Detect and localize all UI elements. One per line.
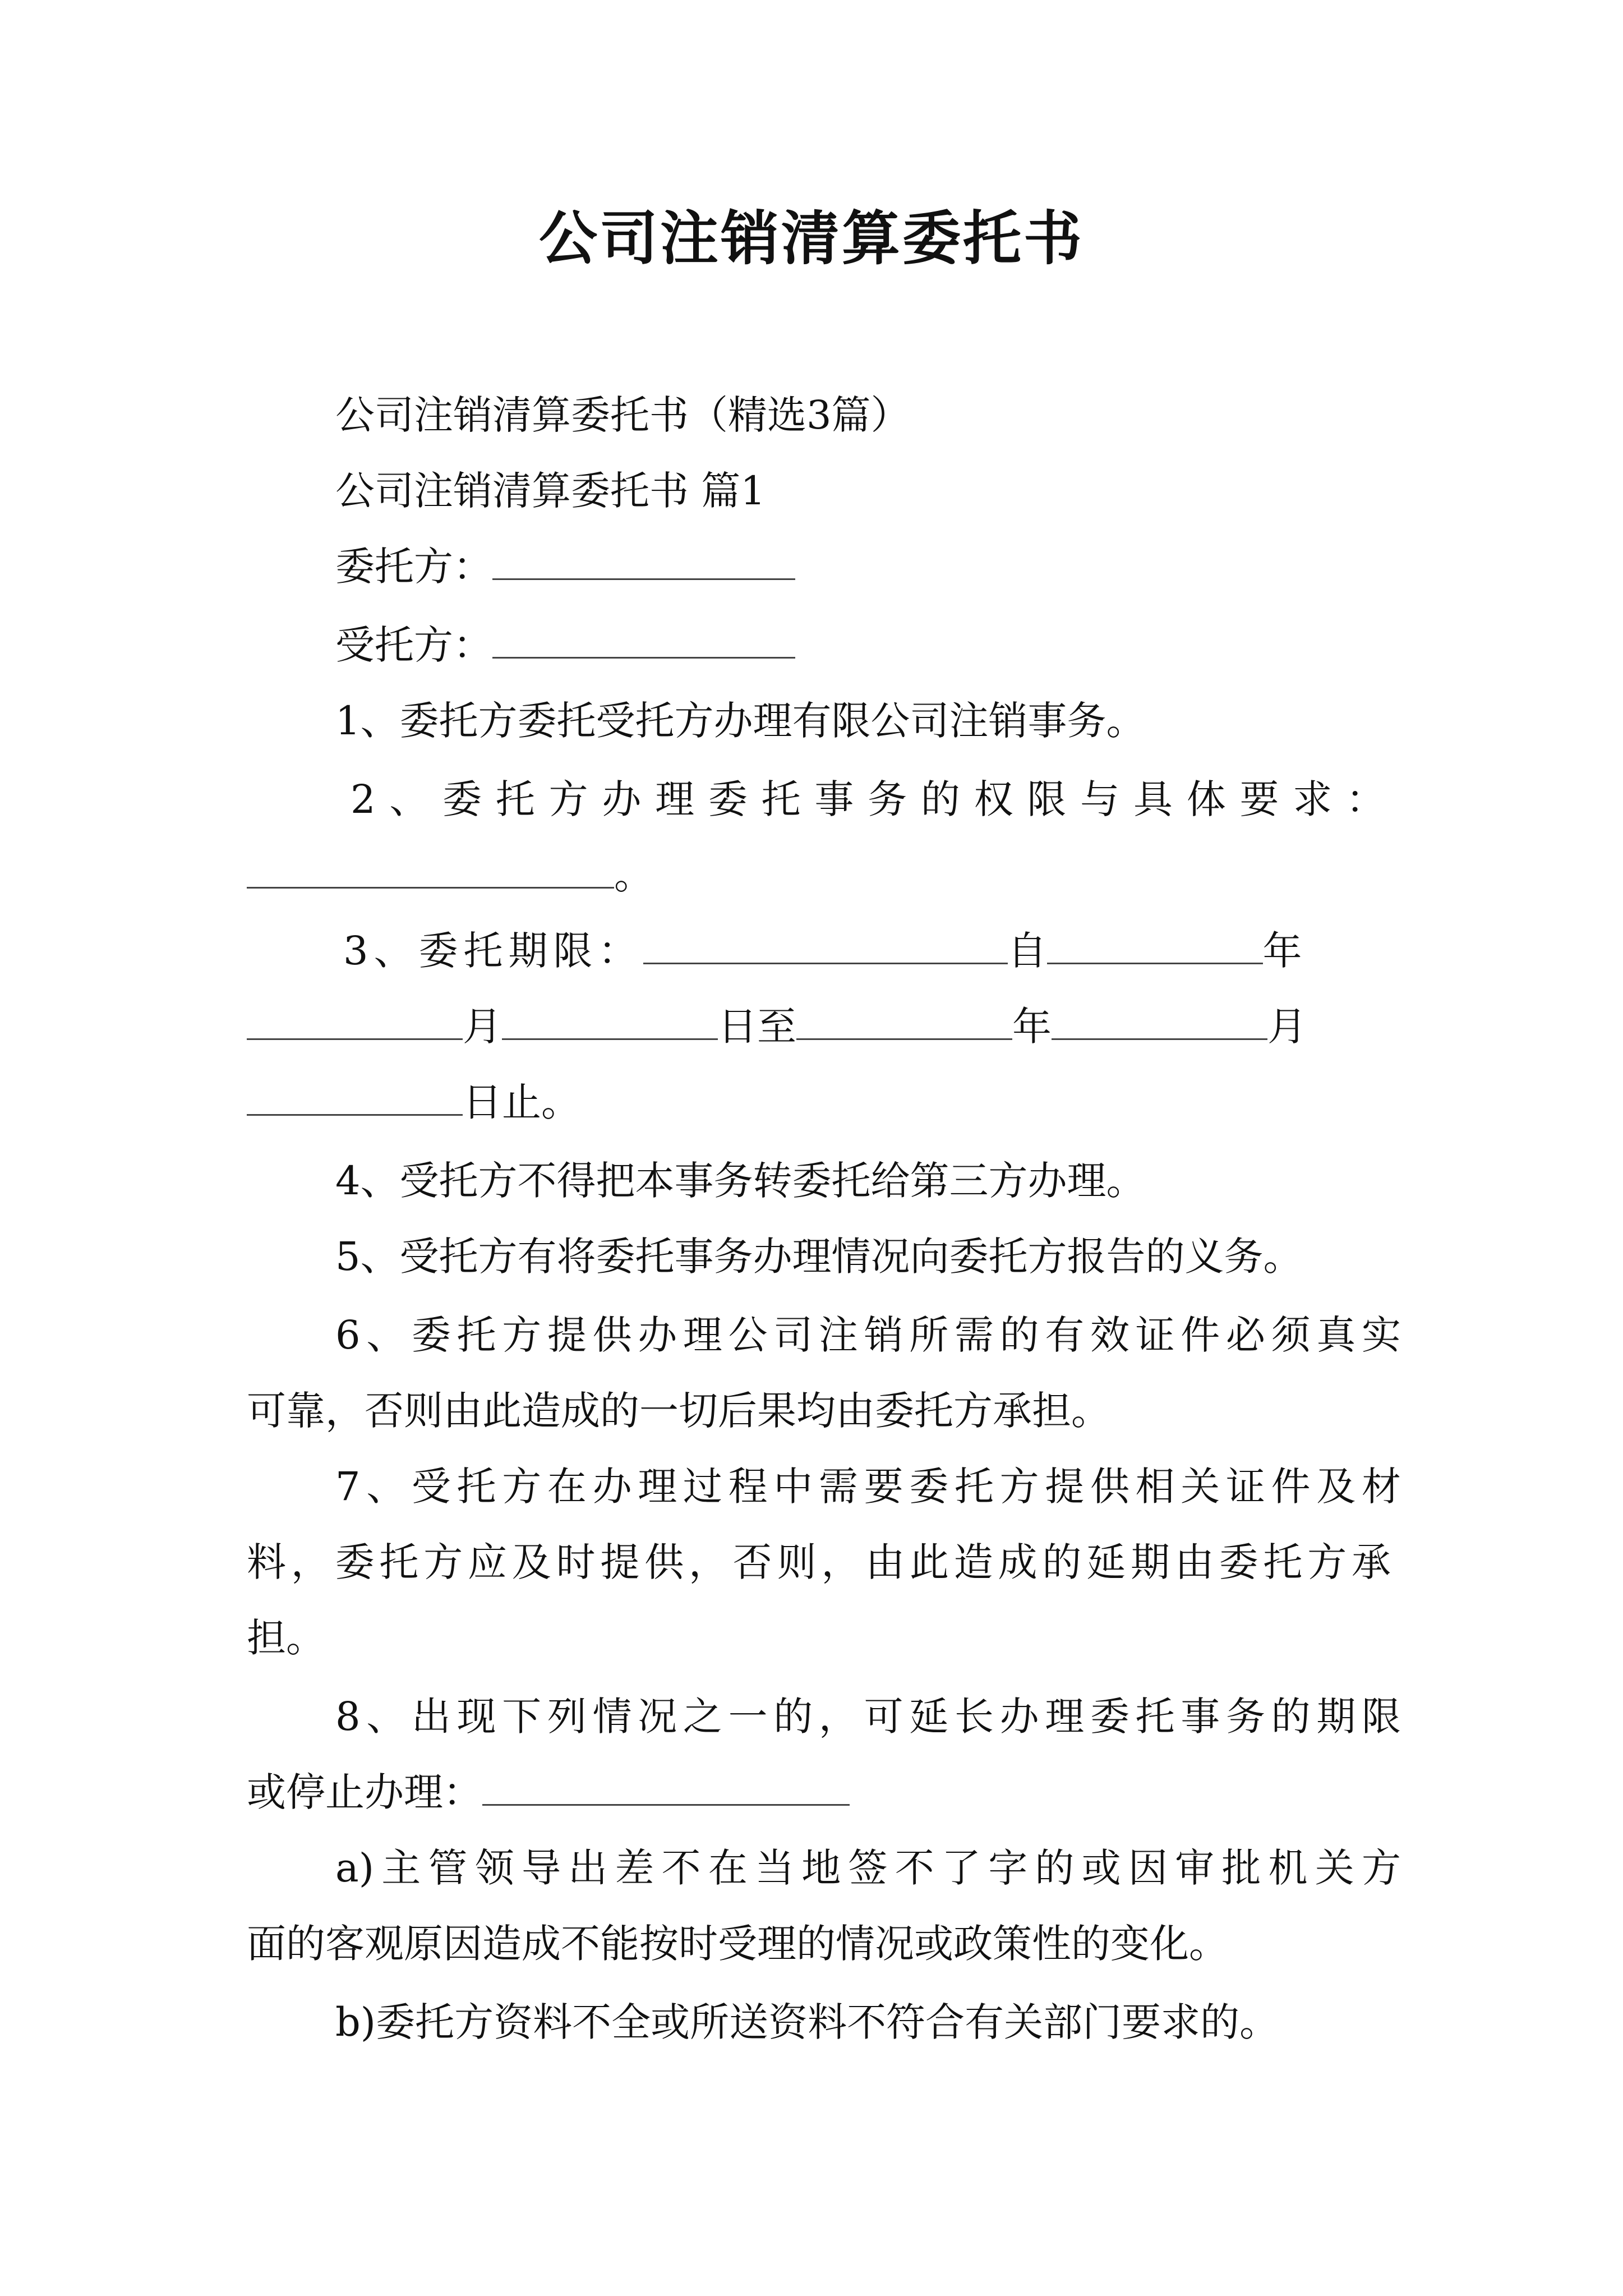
clause-2-end: 。	[614, 852, 653, 898]
clause-3-blank-3	[247, 999, 463, 1040]
clause-3-blank-2	[1047, 923, 1263, 964]
party-a-label: 委托方：	[335, 544, 492, 590]
section-heading: 公司注销清算委托书 篇1	[335, 468, 766, 514]
clause-3-nian-2: 年	[1012, 1004, 1052, 1050]
clause-3-yue-2: 月	[1267, 1004, 1307, 1050]
clause-3-zi: 自	[1007, 928, 1047, 974]
clause-3-blank-4	[502, 999, 718, 1040]
party-b-blank	[492, 618, 795, 659]
document-title: 公司注销清算委托书	[538, 204, 1084, 273]
party-a-line	[335, 539, 1401, 595]
clause-3-blank-1	[643, 923, 1008, 964]
clause-3-prefix: 3、委托期限：	[343, 928, 643, 974]
clause-3-blank-7	[247, 1075, 463, 1116]
party-b-label: 受托方：	[335, 622, 492, 668]
clause-6-line1: 6、委托方提供办理公司注销所需的有效证件必须真实	[335, 1312, 1401, 1358]
clause-3-ri-zhi: 日至	[718, 1004, 796, 1050]
item-b: b)委托方资料不全或所送资料不符合有关部门要求的。	[335, 1999, 1279, 2045]
party-a-blank	[492, 539, 795, 580]
clause-8-label: 或停止办理：	[247, 1769, 482, 1815]
item-a-line2: 面的客观原因造成不能按时受理的情况或政策性的变化。	[247, 1921, 1228, 1967]
clause-3-blank-5	[796, 999, 1012, 1040]
clause-7-line1: 7、受托方在办理过程中需要委托方提供相关证件及材	[335, 1464, 1401, 1510]
clause-4: 4、受托方不得把本事务转委托给第三方办理。	[335, 1158, 1146, 1204]
clause-7-line2: 料，委托方应及时提供，否则，由此造成的延期由委托方承	[247, 1539, 1391, 1585]
clause-6-line2: 可靠，否则由此造成的一切后果均由委托方承担。	[247, 1388, 1110, 1434]
clause-3-yue-1: 月	[463, 1004, 502, 1050]
clause-3-blank-6	[1052, 999, 1267, 1040]
clause-5: 5、受托方有将委托事务办理情况向委托方报告的义务。	[335, 1234, 1303, 1280]
clause-3-line1	[343, 923, 1487, 979]
party-b-line	[335, 617, 1401, 673]
clause-8-line1: 8、出现下列情况之一的，可延长办理委托事务的期限	[335, 1694, 1401, 1740]
clause-8-line2	[247, 1764, 1391, 1820]
clause-7-line3: 担。	[247, 1615, 325, 1661]
document-subtitle: 公司注销清算委托书（精选3篇）	[335, 392, 910, 438]
clause-3-nian-1: 年	[1262, 928, 1302, 974]
item-a-line1: a)主管领导出差不在当地签不了字的或因审批机关方	[335, 1845, 1401, 1891]
clause-1: 1、委托方委托受托方办理有限公司注销事务。	[335, 698, 1146, 744]
clause-3-ri-zhi-end: 日止。	[463, 1079, 580, 1125]
clause-2-line1: 2、委托方办理委托事务的权限与具体要求：	[351, 776, 1385, 822]
clause-8-blank	[482, 1765, 850, 1806]
clause-3-line2	[247, 999, 1391, 1055]
clause-3-line3	[247, 1074, 1391, 1130]
clause-2-blank	[247, 848, 614, 889]
clause-2-line2	[247, 847, 1391, 903]
